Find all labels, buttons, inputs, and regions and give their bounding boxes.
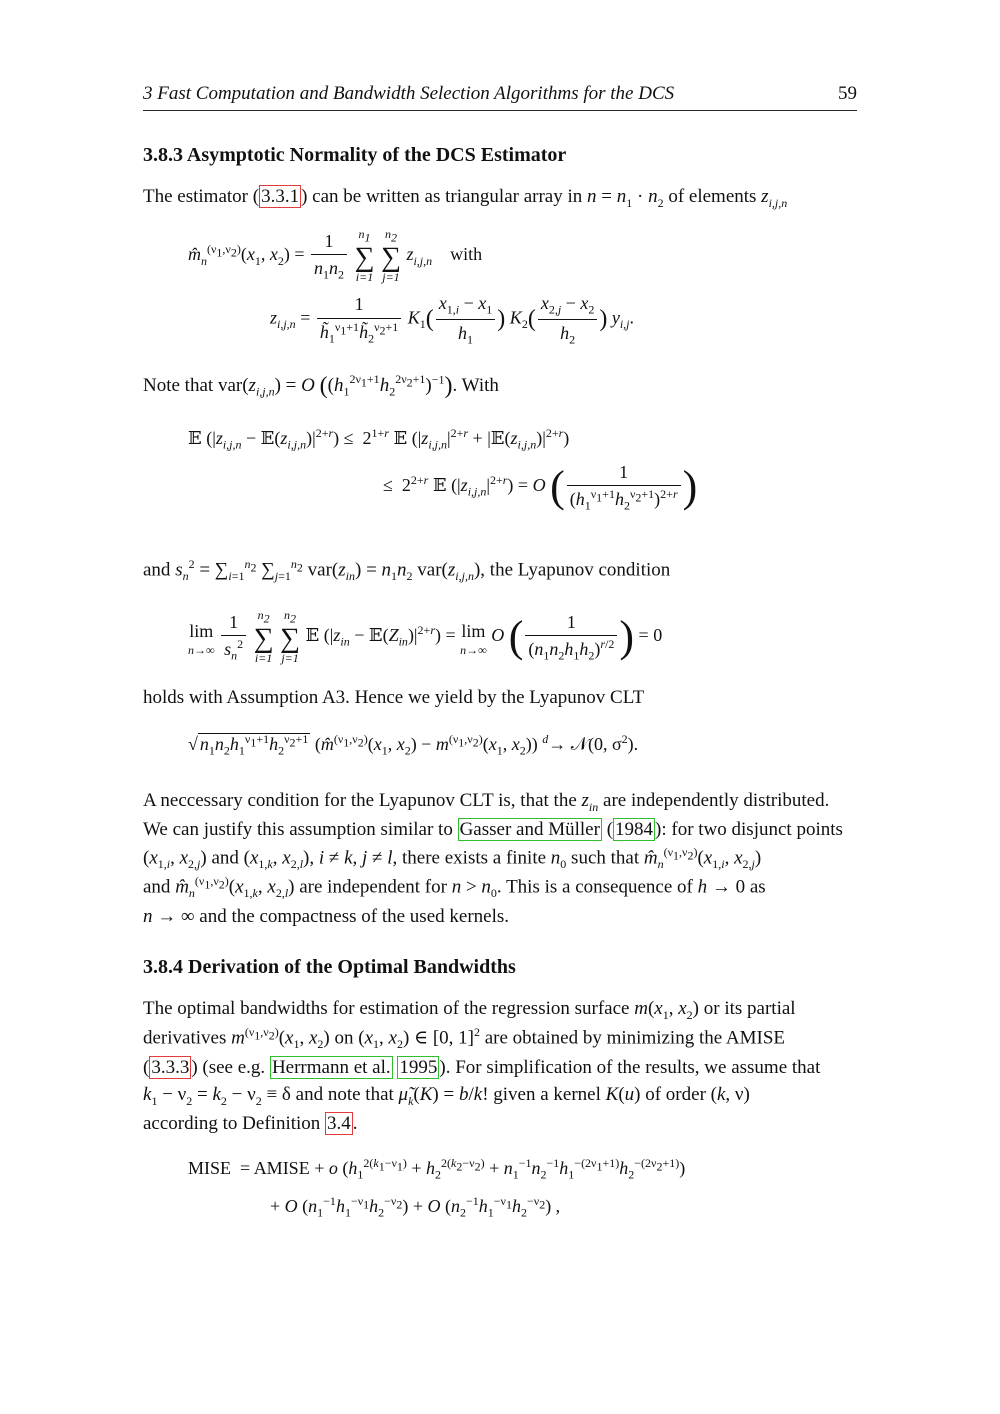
equation-z-definition: $z_{i,j,n}$ = $\frac{1}{h̃_1^{\nu_1+1}h̃_2^{\nu_2+1}}$ $K_1$( $\frac{x_{1,i} - x_1}{h_1}$ ) $K_2$( $\frac{x_{2,j} - x_2}{h_2}$ ) $y_{i,j}$. — [270, 290, 634, 349]
equation-clt: √ $n_1n_2h_1^{\nu_1+1}h_2^{\nu_2+1}$ ($m̂^{(\nu_1,\nu_2)}(x_1$, $x_2) - m^{(\nu_1,\nu_2)}(x_1$, $x_2$)) $^d$→ 𝒩(0, $\sigma^2$). — [188, 732, 639, 758]
paragraph-independence: A neccessary condition for the Lyapunov CLT is, that the $z_{in}$ are independently distributed. We can justify this assumption similar to Gasser and Müller ( 1984 ): for two disjunct points ($x_{1,i}$, $x_{2,j}$) and ($x_{1,k}$, $x_{2,l}$), i ≠ k, j ≠ l, there exists a finite $n_0$ such that $m̂_n^{(\nu_1,\nu_2)}(x_{1,i}$, $x_{2,j}$) and $m̂_n^{(\nu_1,\nu_2)}(x_{1,k}$, $x_{2,l}$) are independent for $n > n_0$. This is a consequence of h → 0 as n → ∞ and the compactness of the used kernels. — [143, 790, 843, 927]
definition-link-3-4[interactable]: 3.4 — [327, 1113, 351, 1135]
page-number: 59 — [838, 83, 857, 104]
paragraph-lyapunov: and $s_n^2 = \sum_{i=1}^{n_2}$ $\sum_{j=1}^{n_2}$ $var(z_{in}) = n_1n_2$ $var(z_{i,j,n})$, the Lyapunov condition — [143, 557, 671, 584]
paragraph-variance: Note that $var(z_{i,j,n}) = O$ $((h_1^{2\nu_1+1}h_2^{2\nu_2+1})^{-1})$. With — [143, 372, 499, 399]
equation-mise-2: + O $(n_1^{-1}h_1^{-\nu_1}h_2^{-\nu_2}) + O$ $(n_2^{-1}h_1^{-\nu_1}h_2^{-\nu_2})$ , — [270, 1194, 561, 1220]
citation-herrmann[interactable]: Herrmann et al. — [271, 1056, 391, 1078]
equation-link-3-3-3[interactable]: 3.3.3 — [151, 1056, 190, 1078]
equation-moment-bound-1: 𝔼 ($|z_{i,j,n}$ − $𝔼(z_{i,j,n})|^{2+r}) \le 2^{1+r}$ 𝔼 ($|z_{i,j,n}|^{2+r}$ + $|𝔼(z_{i,j,n})|^{2+r}$) — [188, 426, 570, 452]
running-header — [143, 80, 857, 111]
paragraph-estimator: The estimator ( 3.3.1 ) can be written as triangular array in $n = n_1 \cdot n_2$ of elements $z_{i,j,n}$ — [143, 186, 788, 210]
paragraph-optimal-bandwidths: The optimal bandwidths for estimation of the regression surface $m(x_1$, $x_2$) or its partial derivatives $m^{(\nu_1,\nu_2)}(x_1$, $x_2$) on ($x_1$, $x_2$) ∈ [0, 1]$^2$ are obtained by minimizing the AMISE ( 3.3.3 ) (see e.g. Herrmann et al. 1995 ). For simplification of the results, we assume that $k_1 - \nu_2 = k_2 - \nu_2 \equiv \delta$ and note that $\mũ_k(K) = b/k$! given a kernel K(u) of order (k, ν) according to Definition 3.4 . — [143, 998, 821, 1135]
section-heading-3-8-3: 3.8.3 Asymptotic Normality of the DCS Estimator — [143, 144, 567, 166]
equation-mise-1: MISE = AMISE + o $(h_1^{2(k_1-\nu_1)} + h_2^{2(k_2-\nu_2)} + n_1^{-1}n_2^{-1}h_1^{-(2\nu_1+1)}h_2^{-(2\nu_2+1)})$ — [188, 1156, 686, 1182]
equation-link-3-3-1[interactable]: 3.3.1 — [261, 186, 300, 207]
equation-moment-bound-2: ≤ $2^{2+r}$ 𝔼 $(|z_{i,j,n}|^{2+r}) = O$ ( $\frac{1}{(h_1^{\nu_1+1}h_2^{\nu_2+1})^{2+r}}$ ) — [383, 455, 697, 519]
paragraph-clt-intro: holds with Assumption A3. Hence we yield by the Lyapunov CLT — [143, 687, 645, 708]
equation-lyapunov-condition: lim n→∞ $\frac{1}{s_n^2}$ $n_2$ ∑ i=1 $n_2$ ∑ j=1 𝔼 ($|z_{in}$ − $𝔼(Z_{in})|^{2+r}) = \lim$ n→∞ O ( $\frac{1}{(n_1n_2h_1h_2)^{r/2}}$ ) = 0 — [188, 608, 663, 665]
citation-year-1995[interactable]: 1995 — [399, 1056, 438, 1078]
citation-gasser-muller[interactable]: Gasser and Müller — [459, 819, 600, 841]
running-header-title: 3 Fast Computation and Bandwidth Selection Algorithms for the DCS — [143, 83, 675, 104]
citation-year-1984[interactable]: 1984 — [615, 819, 654, 841]
section-heading-3-8-4: 3.8.4 Derivation of the Optimal Bandwidths — [143, 956, 516, 978]
equation-estimator: $m̂_n^{(\nu_1,\nu_2)}(x_1$, $x_2$) = $\frac{1}{n_1n_2}$ $n_1$ ∑ i=1 $n_2$ ∑ j=1 $z_{i,j,n}$ with — [188, 227, 483, 284]
